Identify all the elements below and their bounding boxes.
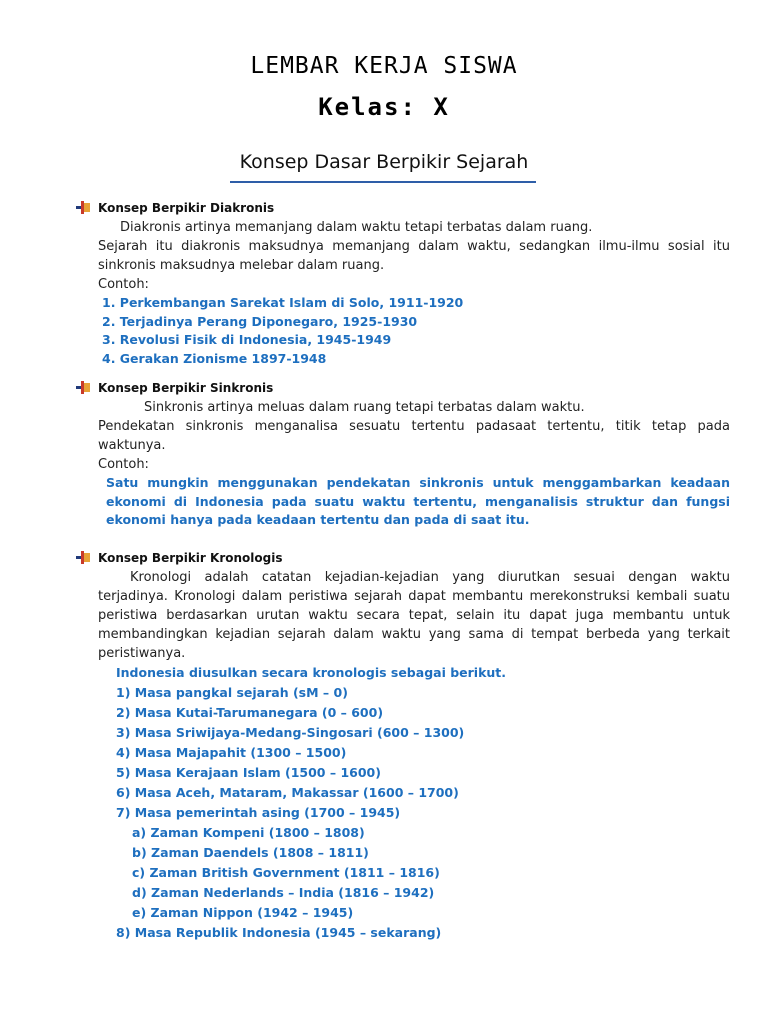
definition-text: Diakronis artinya memanjang dalam waktu tetapi terbatas dalam ruang. — [120, 220, 593, 235]
list-item: 2) Masa Kutai-Tarumanegara (0 – 600) — [116, 705, 384, 720]
section-sinkronis — [76, 378, 730, 530]
section-heading — [76, 378, 730, 398]
page-title: LEMBAR KERJA SISWA — [250, 53, 518, 79]
list-item: 3) Masa Sriwijaya-Medang-Singosari (600 – 1300) — [116, 725, 465, 740]
chronology-list — [76, 663, 730, 943]
section-heading — [76, 198, 730, 218]
section-heading — [76, 548, 730, 568]
list-subitem: c) Zaman British Government (1811 – 1816) — [132, 865, 440, 880]
list-item: 6) Masa Aceh, Mataram, Makassar (1600 – 1700) — [116, 785, 459, 800]
arrow-bullet-icon — [76, 381, 91, 395]
section-diakronis — [76, 198, 730, 368]
list-item: 2. Terjadinya Perang Diponegaro, 1925-1930 — [102, 313, 418, 329]
list-item: 8) Masa Republik Indonesia (1945 – sekarang) — [116, 925, 442, 940]
explanation-text: Sejarah itu diakronis maksudnya memanjang dalam waktu, sedangkan ilmu-ilmu sosial itu sinkronis maksudnya melebar dalam ruang. — [98, 239, 730, 273]
contoh-label: Contoh: — [98, 457, 149, 472]
arrow-bullet-icon — [76, 551, 91, 565]
list-item: 1. Perkembangan Sarekat Islam di Solo, 1911-1920 — [102, 295, 464, 310]
subtitle-underline — [230, 181, 536, 183]
list-subitem: b) Zaman Daendels (1808 – 1811) — [132, 845, 369, 860]
example-list — [76, 294, 730, 368]
section-heading-text: Konsep Berpikir Diakronis — [98, 201, 275, 215]
page-subtitle: Konsep Dasar Berpikir Sejarah — [239, 151, 529, 173]
list-item: 4. Gerakan Zionisme 1897-1948 — [102, 350, 327, 366]
arrow-bullet-icon — [76, 201, 91, 215]
list-item: 5) Masa Kerajaan Islam (1500 – 1600) — [116, 765, 381, 780]
definition-text: Sinkronis artinya meluas dalam ruang tetapi terbatas dalam waktu. — [144, 400, 585, 415]
explanation-text: Pendekatan sinkronis menganalisa sesuatu tertentu padasaat tertentu, titik tetap pada waktunya. — [98, 419, 730, 453]
list-subitem: e) Zaman Nippon (1942 – 1945) — [132, 905, 354, 920]
section-kronologis — [76, 548, 730, 943]
list-subitem: d) Zaman Nederlands – India (1816 – 1942) — [132, 885, 435, 900]
list-item: 3. Revolusi Fisik di Indonesia, 1945-1949 — [102, 332, 392, 347]
list-item: 7) Masa pemerintah asing (1700 – 1945) — [116, 805, 401, 820]
class-label: Kelas: X — [318, 93, 450, 121]
example-paragraph: Satu mungkin menggunakan pendekatan sinkronis untuk menggambarkan keadaan ekonomi di Indonesia pada suatu waktu tertentu, menganalisis struktur dan fungsi ekonomi hanya pada keadaan tertentu dan pada di saat itu. — [106, 475, 730, 527]
list-intro: Indonesia diusulkan secara kronologis sebagai berikut. — [116, 665, 507, 680]
contoh-label: Contoh: — [98, 277, 149, 292]
section-heading-text: Konsep Berpikir Sinkronis — [98, 381, 274, 395]
list-item: 4) Masa Majapahit (1300 – 1500) — [116, 745, 347, 760]
list-subitem: a) Zaman Kompeni (1800 – 1808) — [132, 825, 365, 840]
list-item: 1) Masa pangkal sejarah (sM – 0) — [116, 685, 348, 700]
definition-text: Kronologi adalah catatan kejadian-kejadian yang diurutkan sesuai dengan waktu terjadinya. Kronologi dalam peristiwa sejarah dapat membantu merekonstruksi kembali suatu peristiwa berdasarkan urutan waktu secara tepat, selain itu dapat juga membantu untuk membandingkan kejadian sejarah dalam waktu yang sama di tempat berbeda yang terkait peristiwanya. — [98, 570, 730, 661]
section-heading-text: Konsep Berpikir Kronologis — [98, 551, 283, 565]
